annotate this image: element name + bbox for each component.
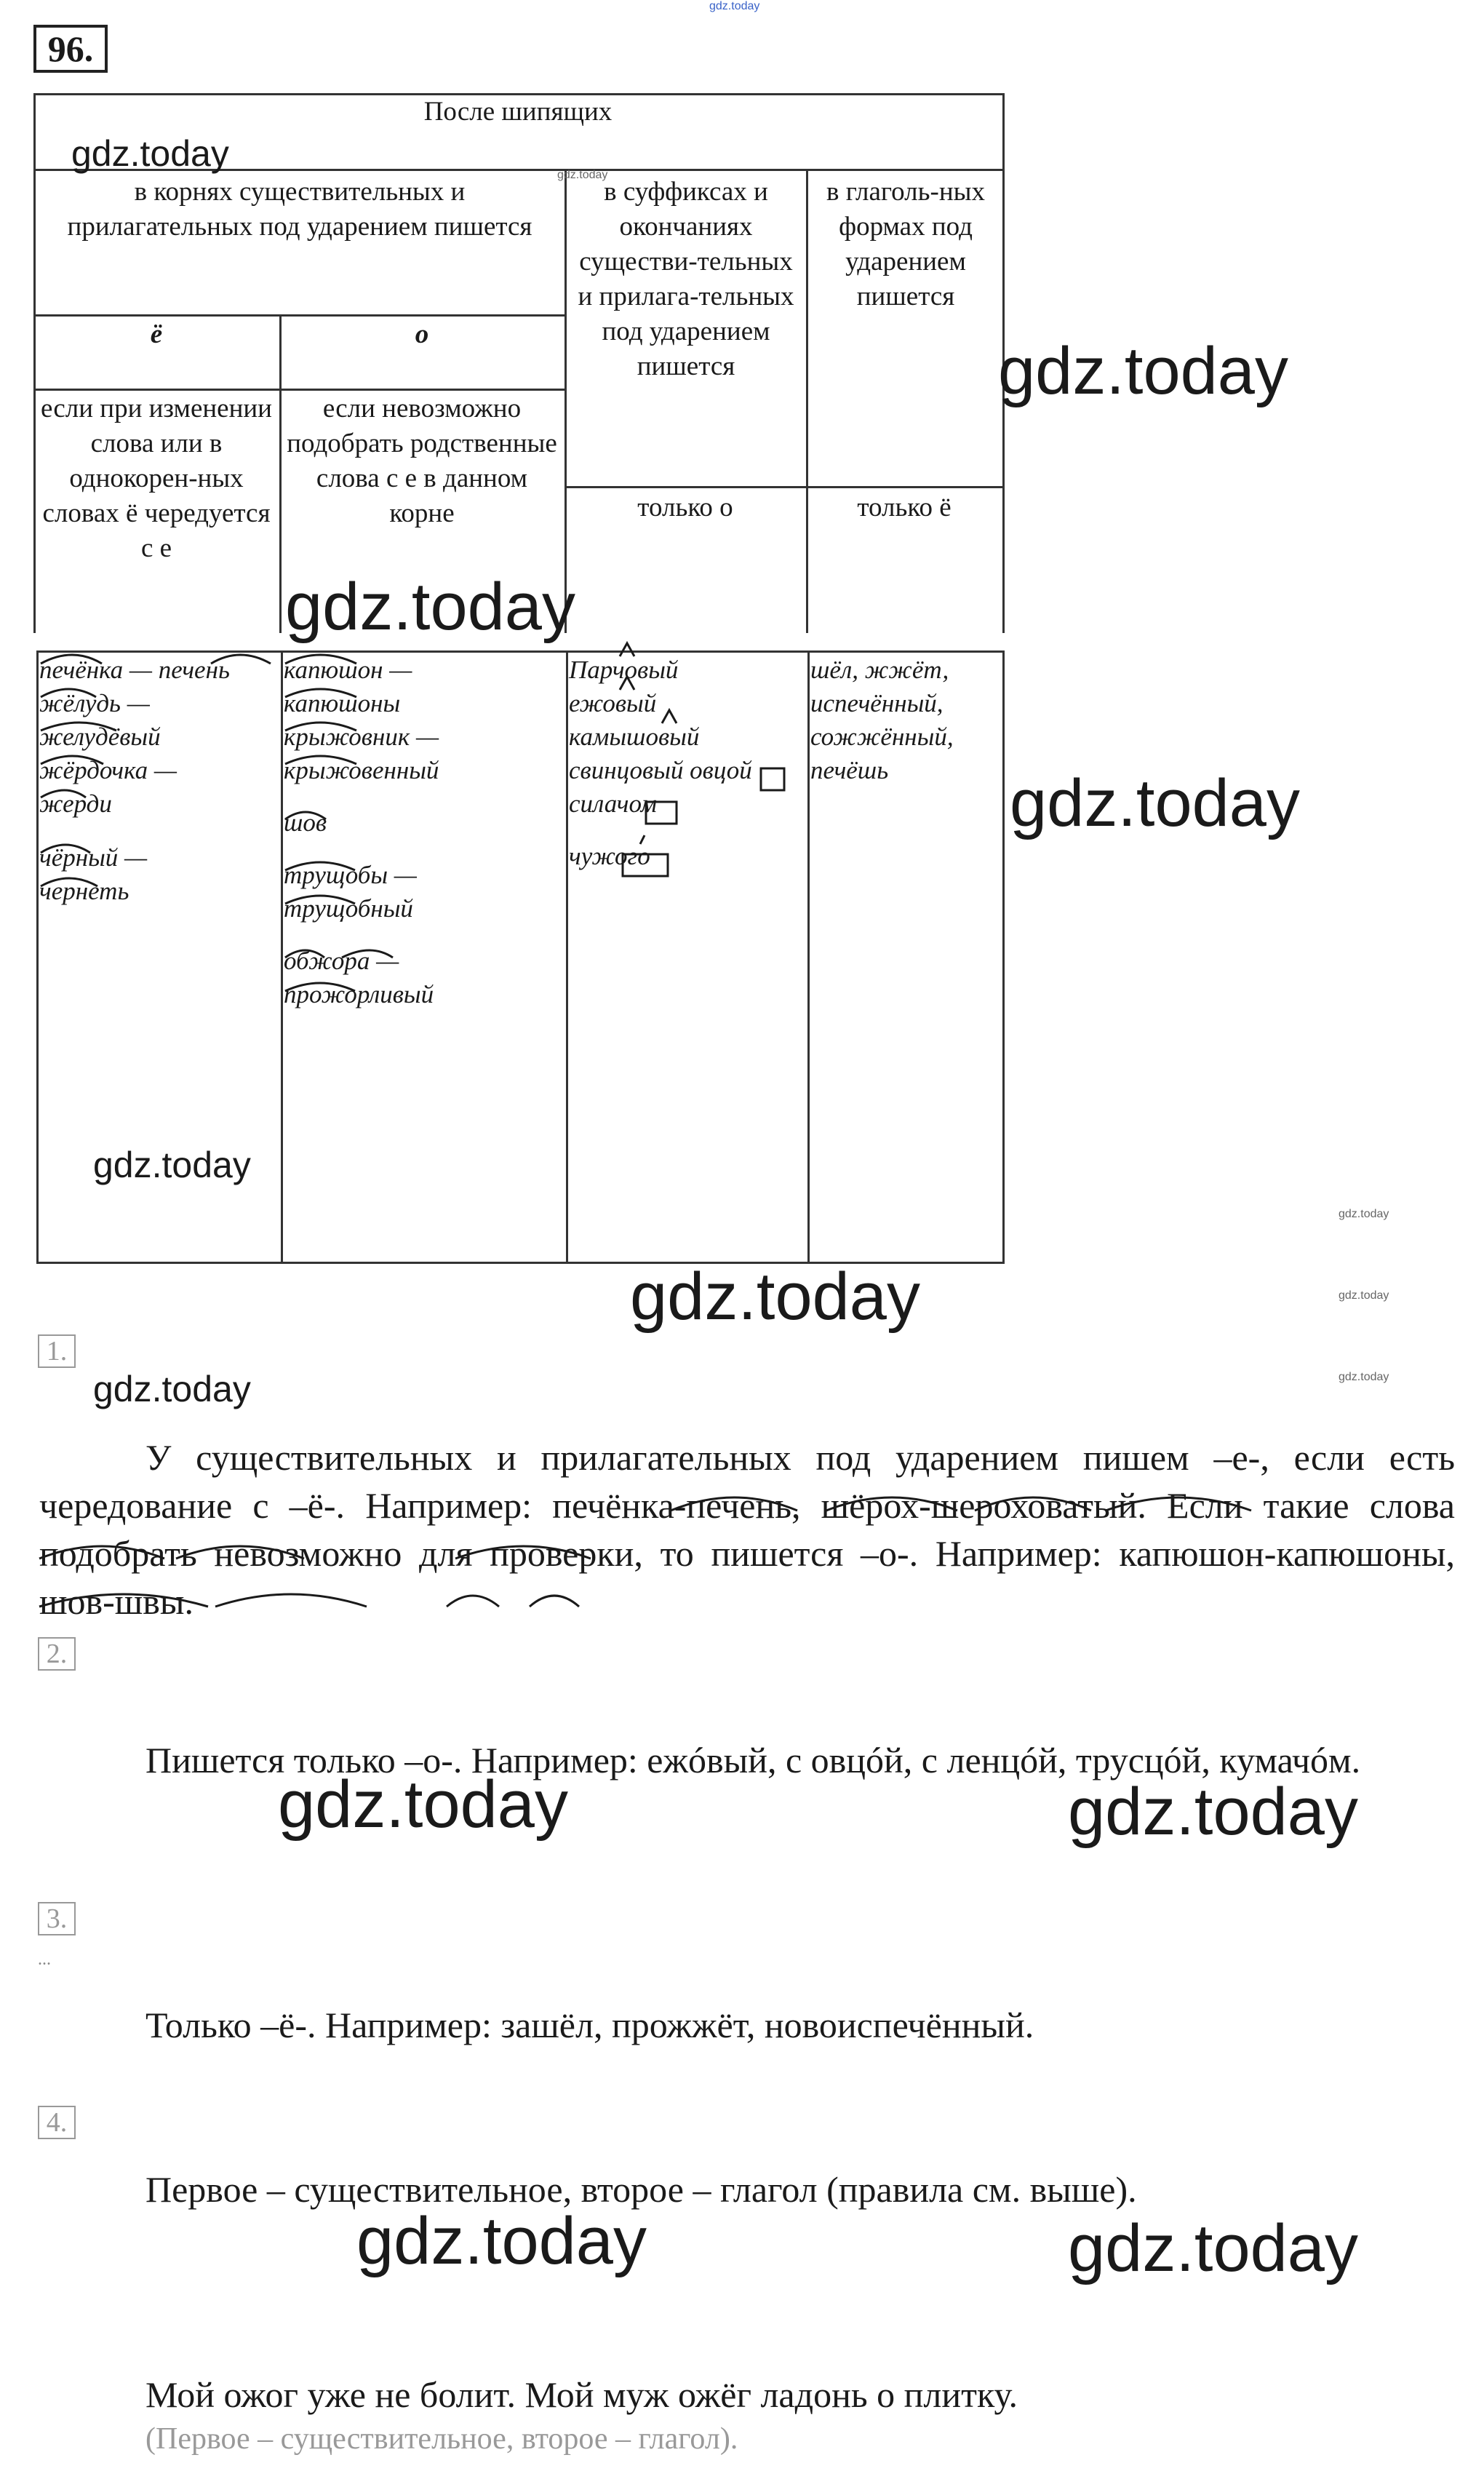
example-word: жёлудь — — [39, 689, 150, 717]
section-number-3: 3. — [38, 1902, 76, 1935]
example-word: капюшоны — [284, 689, 401, 717]
example-word: чернеть — [39, 877, 129, 905]
section-number-2: 2. — [38, 1637, 76, 1671]
condition-o: если невозможно подобрать родственные слова с е в данном корне — [287, 394, 557, 528]
example-word: прожорливый — [284, 980, 434, 1008]
watermark: gdz.today — [285, 570, 575, 644]
examples-col2 — [284, 653, 439, 1011]
example-word: силачом — [569, 789, 657, 818]
example-word: трущобы — — [284, 861, 417, 889]
watermark: gdz.today — [557, 169, 608, 181]
watermark: gdz.today — [1339, 1289, 1389, 1302]
ellipsis-mark: ... — [38, 1950, 51, 1969]
section-text-2: Пишется только –о-. Например: ежóвый, с овцóй, с ленцóй, трусцóй, кумачóм. — [145, 1740, 1361, 1780]
watermark: gdz.today — [278, 1767, 568, 1842]
example-word: трущобный — [284, 894, 413, 923]
col2-header: в суффиксах и окончаниях существи-тельных и прилага-тельных под ударением пишется — [578, 177, 794, 381]
section-text-4: Первое – существительное, второе – глагол (правила см. выше). — [145, 2169, 1137, 2210]
section-text-3: Только –ё-. Например: зашёл, прожжёт, новоиспечённый. — [145, 2005, 1034, 2045]
condition-e: если при изменении слова или в однокорен-ных словах ё чередуется с е — [41, 394, 272, 563]
example-word: шов — [284, 808, 327, 837]
watermark: gdz.today — [93, 1369, 251, 1409]
example-word: обжора — — [284, 947, 399, 975]
task-number: 96. — [33, 25, 108, 73]
example-word: Парчовый — [569, 656, 679, 684]
sub-header-o: о — [415, 319, 429, 349]
watermark: gdz.today — [93, 1145, 251, 1185]
final-note: (Первое – существительное, второе – глагол). — [145, 2422, 738, 2456]
watermark: gdz.today — [998, 334, 1288, 408]
example-word: сожжённый, — [810, 723, 954, 751]
example-word: желудёвый — [39, 723, 161, 751]
section-number-4: 4. — [38, 2106, 76, 2139]
example-word: крыжовник — — [284, 723, 439, 751]
only-o: только о — [637, 493, 733, 522]
example-word: крыжовенный — [284, 756, 439, 784]
example-word: капюшон — — [284, 656, 412, 684]
section-number-1: 1. — [38, 1334, 76, 1368]
example-word: печёнка — печень — [39, 656, 230, 684]
example-word: чужого — [569, 842, 650, 870]
section-text-1: У существительных и прилагательных под ударением пишем –е-, если есть чередование с –ё-. Например: печёнка-печень, шёрох-шероховатый. Если такие слова подобрать невозможно для проверки, то пишется –о-. Например: капюшон-капюшоны, шов-швы. — [39, 1437, 1455, 1622]
watermark: gdz.today — [1339, 1208, 1389, 1220]
sub-header-e: ё — [150, 319, 163, 349]
watermark: gdz.today — [71, 133, 229, 174]
example-word: печёшь — [810, 756, 889, 784]
watermark: gdz.today — [1339, 1371, 1389, 1383]
table-header: После шипящих — [423, 97, 613, 127]
watermark: gdz.today — [630, 1260, 920, 1334]
example-word: камышовый — [569, 723, 700, 751]
watermark: gdz.today — [356, 2204, 647, 2278]
only-e: только ё — [857, 493, 952, 522]
top-watermark: gdz.today — [709, 0, 760, 12]
watermark: gdz.today — [1068, 2211, 1358, 2285]
examples-col3 — [569, 653, 752, 873]
example-word: чёрный — — [39, 843, 148, 872]
col3-header: в глаголь-ных формах под ударением пишется — [826, 177, 985, 311]
watermark: gdz.today — [1010, 766, 1300, 840]
example-word: шёл, жжёт, — [810, 656, 949, 684]
examples-col1 — [39, 653, 230, 908]
example-word: жёрдочка — — [39, 756, 177, 784]
example-word: ежовый — [569, 689, 657, 717]
example-word: свинцовый овцой — [569, 756, 752, 784]
watermark: gdz.today — [1068, 1775, 1358, 1849]
final-sentence: Мой ожог уже не болит. Мой муж ожёг ладонь о плитку. — [145, 2374, 1018, 2415]
col1-header: в корнях существительных и прилагательных под ударением пишется — [67, 177, 532, 242]
examples-col4 — [810, 653, 954, 787]
example-word: жерди — [39, 789, 112, 818]
example-word: испечённый, — [810, 689, 944, 717]
